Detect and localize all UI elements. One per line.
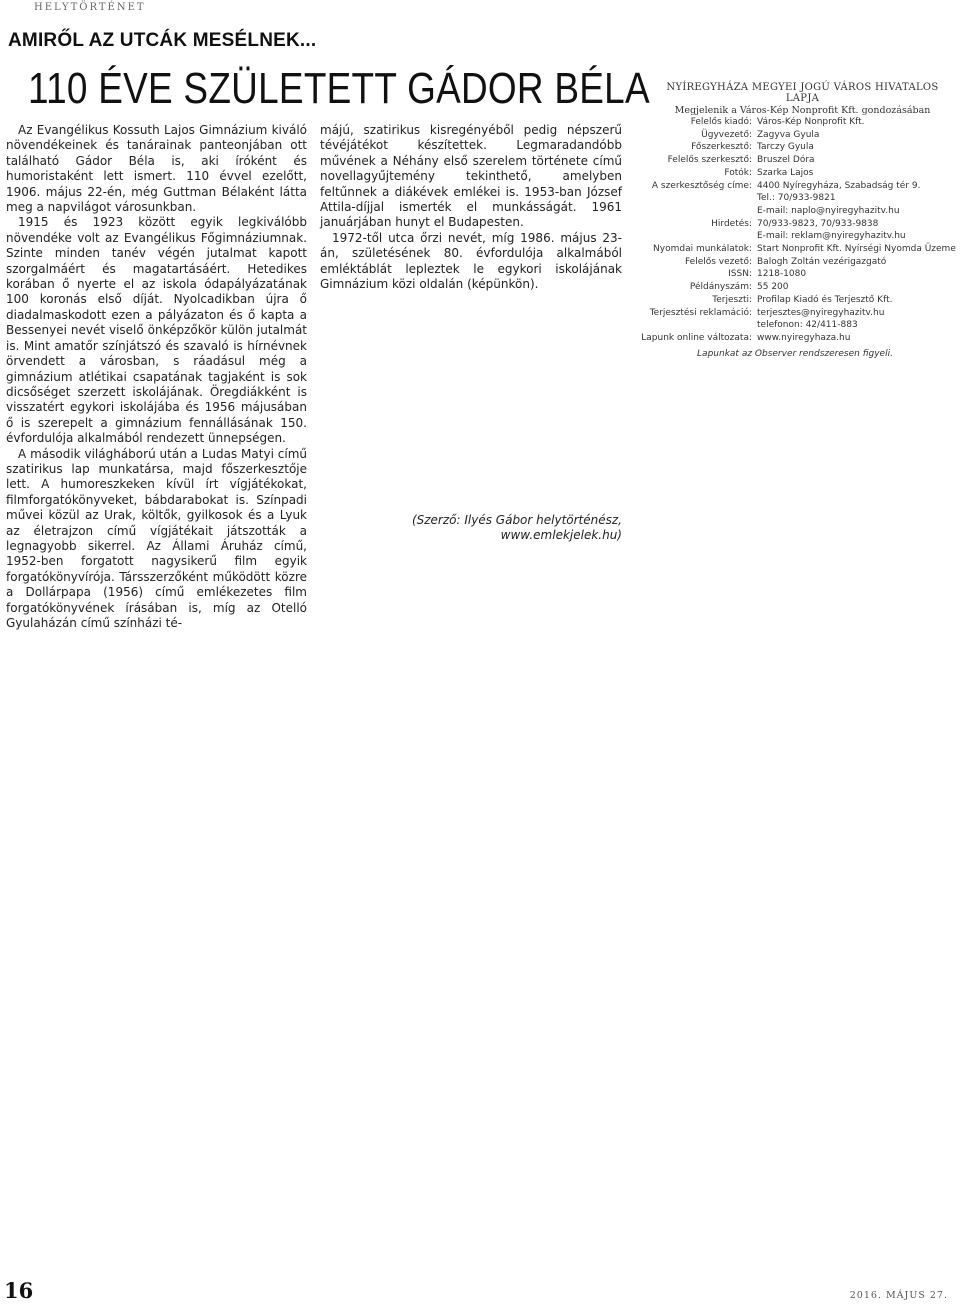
imprint-value: Város-Kép Nonprofit Kft. [757,117,865,127]
imprint-value: 70/933-9823, 70/933-9838 [757,218,879,229]
imprint-row [640,141,960,154]
imprint-row [640,167,960,180]
imprint-label: Főszerkesztő: [691,142,752,153]
observer-note: Lapunkat az Observer rendszeresen figyeli. [697,349,893,359]
page-number: 16 [4,1278,34,1303]
imprint-value: Szarka Lajos [757,167,814,178]
imprint-label [640,230,757,243]
imprint-label [640,192,757,205]
imprint-label: ISSN: [728,269,752,280]
imprint-value: Start Nonprofit Kft. Nyírségi Nyomda Üzeme [757,244,956,255]
imprint-row [640,294,960,307]
imprint-value: www.nyiregyhaza.hu [757,332,851,343]
author-byline [410,513,622,543]
imprint-value: Profilap Kiadó és Terjesztő Kft. [757,294,893,305]
imprint-label: Felelős vezető: [684,256,752,267]
article-paragraph: Az Evangélikus Kossuth Lajos Gimnázium kiváló növendékeinek és tanárainak panteonjában ott található Gádor Béla is, aki íróként és humoristaként lett ismert. 110 évvel ezelőtt, 1906. május 22-én, még Guttman Bélaként látta meg a napvilágot városunkban. [6,123,307,215]
imprint-row [640,256,960,269]
imprint-value: Zagyva Gyula [757,129,820,140]
article-paragraph: májú, szatirikus kisregényéből pedig népszerű tévéjátékot készítettek. Legmaradandóbb művének a Néhány első szerelem története című novellagyűjtemény tekinthető, amelyben feltűnnek a diákévek emlékei is. 1953-ban József Attila-díjjal ismerték el munkásságát. 1961 januárjában hunyt el Budapesten. [320,123,622,230]
imprint-label: Felelős szerkesztő: [667,155,752,166]
imprint-label: Terjesztési reklamáció: [649,307,752,318]
imprint-row [640,192,960,205]
imprint-row [640,281,960,294]
issue-date: 2016. MÁJUS 27. [849,1290,948,1301]
masthead-subtitle: Megjelenik a Város-Kép Nonprofit Kft. gondozásában [674,105,931,116]
imprint-row [640,205,960,218]
masthead [650,82,955,116]
imprint-row [640,116,960,129]
imprint-value: E-mail: naplo@nyiregyhazitv.hu [757,205,900,216]
imprint-row [640,154,960,167]
byline-website: www.emlekjelek.hu) [500,528,622,542]
imprint-value: 1218-1080 [757,269,807,280]
imprint-label: Példányszám: [689,282,752,293]
imprint-row [640,307,960,320]
imprint-label: A szerkesztőség címe: [651,180,752,191]
imprint-label: Hirdetés: [711,218,752,229]
imprint-value: telefonon: 42/411-883 [757,320,858,331]
imprint-row [640,268,960,281]
masthead-title: NYÍREGYHÁZA MEGYEI JOGÚ VÁROS HIVATALOS LAPJA [666,82,939,104]
imprint-row [640,230,960,243]
imprint-box [640,116,960,345]
article-column-left [6,123,307,631]
article-column-middle [320,123,622,292]
imprint-row [640,332,960,345]
kicker-title: AMIRŐL AZ UTCÁK MESÉLNEK... [8,30,317,51]
imprint-label [640,319,757,332]
imprint-value: Tarczy Gyula [757,142,814,153]
imprint-label: Felelős kiadó: [690,117,752,127]
article-paragraph: A második világháború után a Ludas Matyi című szatirikus lap munkatársa, majd főszerkesztője lett. A humoreszkeken kívül írt vígjátékokat, filmforgatókönyveket, bábdarabokat is. Színpadi művei közül az Urak, költők, gyilkosok és a Lyuk az életrajzon című vígjátékait játszották a legnagyobb sikerrel. Az Állami Áruház című, 1952-ben forgatott nagysikerű film egyik forgatókönyvírója. Társszerzőként működött közre a Dollárpapa (1956) című emlékezetes film forgatókönyvének írásában is, míg az Otelló Gyulaházán című színházi té- [6,446,307,630]
imprint-value: Bruszel Dóra [757,155,815,166]
imprint-label [640,205,757,218]
imprint-value: E-mail: reklam@nyiregyhazitv.hu [757,231,906,242]
imprint-value: 4400 Nyíregyháza, Szabadság tér 9. [757,180,921,191]
section-label: HELYTÖRTÉNET [34,2,146,13]
imprint-label: Nyomdai munkálatok: [653,244,752,255]
byline-author: (Szerző: Ilyés Gábor helytörténész, [411,513,622,527]
imprint-row [640,180,960,193]
imprint-label: Ügyvezető: [701,129,752,140]
imprint-value: Balogh Zoltán vezérigazgató [757,256,887,267]
headline: 110 ÉVE SZÜLETETT GÁDOR BÉLA [28,64,650,113]
imprint-value: 55 200 [757,282,789,293]
imprint-value: terjesztes@nyiregyhazitv.hu [757,307,885,318]
imprint-label: Fotók: [724,167,752,178]
imprint-value: Tel.: 70/933-9821 [757,193,836,204]
imprint-row [640,218,960,231]
imprint-label: Lapunk online változata: [641,332,752,343]
imprint-row [640,243,960,256]
imprint-label: Terjeszti: [712,294,752,305]
article-paragraph: 1915 és 1923 között egyik legkiválóbb növendéke volt az Evangélikus Főgimnáziumnak. Szinte minden tanév végén jutalmat kapott szorgalmáért és magatartásáért. Hetedikes korában ő nyerte el az iskola ódapályázatának 100 koronás első díját. Nyolcadikban újra ő diadalmaskodott ezen a pályázaton és ő kapta a Bessenyei nevét viselő önképzőkör külön jutalmát is. Mint amatőr színjátszó és szavaló is hírnévnek örvendett a városban, s ráadásul még a gimnázium atlétikai csapatának tagjaként is sok dicsőséget szerzett iskolájának. Öregdiákként is visszatért egykori iskolájába és 1956 májusában ő is szerepelt a gimnázium fennállásának 150. évfordulója alkalmából rendezett ünnepségen. [6,215,307,446]
imprint-row [640,319,960,332]
imprint-row [640,129,960,142]
article-paragraph: 1972-től utca őrzi nevét, míg 1986. május 23-án, születésének 80. évfordulója alkalmából emléktáblát lepleztek le egykori iskolájának Gimnázium közi oldalán (képünkön). [320,230,622,292]
